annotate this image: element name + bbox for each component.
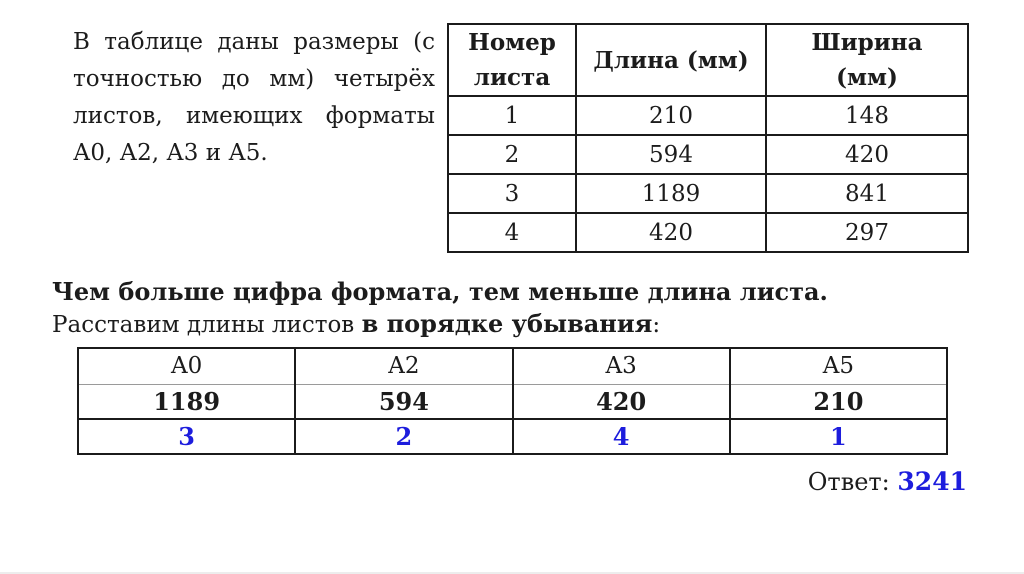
- answer-line: [808, 467, 967, 496]
- dimensions-table: [447, 23, 969, 253]
- cell-sheet-number-answer: 3: [78, 419, 295, 454]
- cell-length: 1189: [576, 174, 766, 213]
- table-row: [448, 96, 968, 135]
- header-length: Длина (мм): [576, 24, 766, 96]
- cell-sheet-number: 3: [448, 174, 576, 213]
- cell-sheet-number: 4: [448, 213, 576, 252]
- cell-sheet-number: 2: [448, 135, 576, 174]
- cell-length-value: 1189: [78, 384, 295, 419]
- ordering-table: [77, 347, 948, 455]
- problem-statement: [73, 24, 435, 172]
- cell-length: 420: [576, 213, 766, 252]
- cell-format: A5: [730, 348, 947, 384]
- formats-row: [78, 348, 947, 384]
- solution-step-suffix: :: [652, 312, 661, 338]
- solution-step-bold: в порядке убывания: [361, 309, 653, 338]
- cell-format: A0: [78, 348, 295, 384]
- cell-length-value: 420: [513, 384, 730, 419]
- statement-line: листов, имеющих форматы: [73, 103, 435, 129]
- answer-value: 3241: [897, 467, 967, 496]
- table-row: [448, 135, 968, 174]
- cell-format: A2: [295, 348, 512, 384]
- cell-format: A3: [513, 348, 730, 384]
- cell-width: 148: [766, 96, 968, 135]
- statement-line: точностью до мм) четырёх: [73, 66, 435, 92]
- cell-length-value: 210: [730, 384, 947, 419]
- answer-label: Ответ:: [807, 468, 890, 496]
- cell-length: 210: [576, 96, 766, 135]
- cell-length-value: 594: [295, 384, 512, 419]
- solution-step: [52, 309, 660, 338]
- cell-width: 297: [766, 213, 968, 252]
- header-sheet-number: Номер листа: [448, 24, 576, 96]
- table-row: [448, 174, 968, 213]
- lengths-row: [78, 384, 947, 419]
- cell-sheet-number: 1: [448, 96, 576, 135]
- cell-length: 594: [576, 135, 766, 174]
- statement-line: В таблице даны размеры (с: [73, 29, 435, 55]
- table-header-row: [448, 24, 968, 96]
- cell-width: 420: [766, 135, 968, 174]
- table-row: [448, 213, 968, 252]
- cell-sheet-number-answer: 1: [730, 419, 947, 454]
- solution-statement: Чем больше цифра формата, тем меньше длина листа.: [52, 277, 828, 306]
- header-width: Ширина (мм): [766, 24, 968, 96]
- cell-width: 841: [766, 174, 968, 213]
- solution-step-prefix: Расставим длины листов: [52, 312, 362, 338]
- cell-sheet-number-answer: 4: [513, 419, 730, 454]
- statement-line: А0, А2, А3 и А5.: [73, 140, 268, 166]
- sheet-numbers-row: [78, 419, 947, 454]
- cell-sheet-number-answer: 2: [295, 419, 512, 454]
